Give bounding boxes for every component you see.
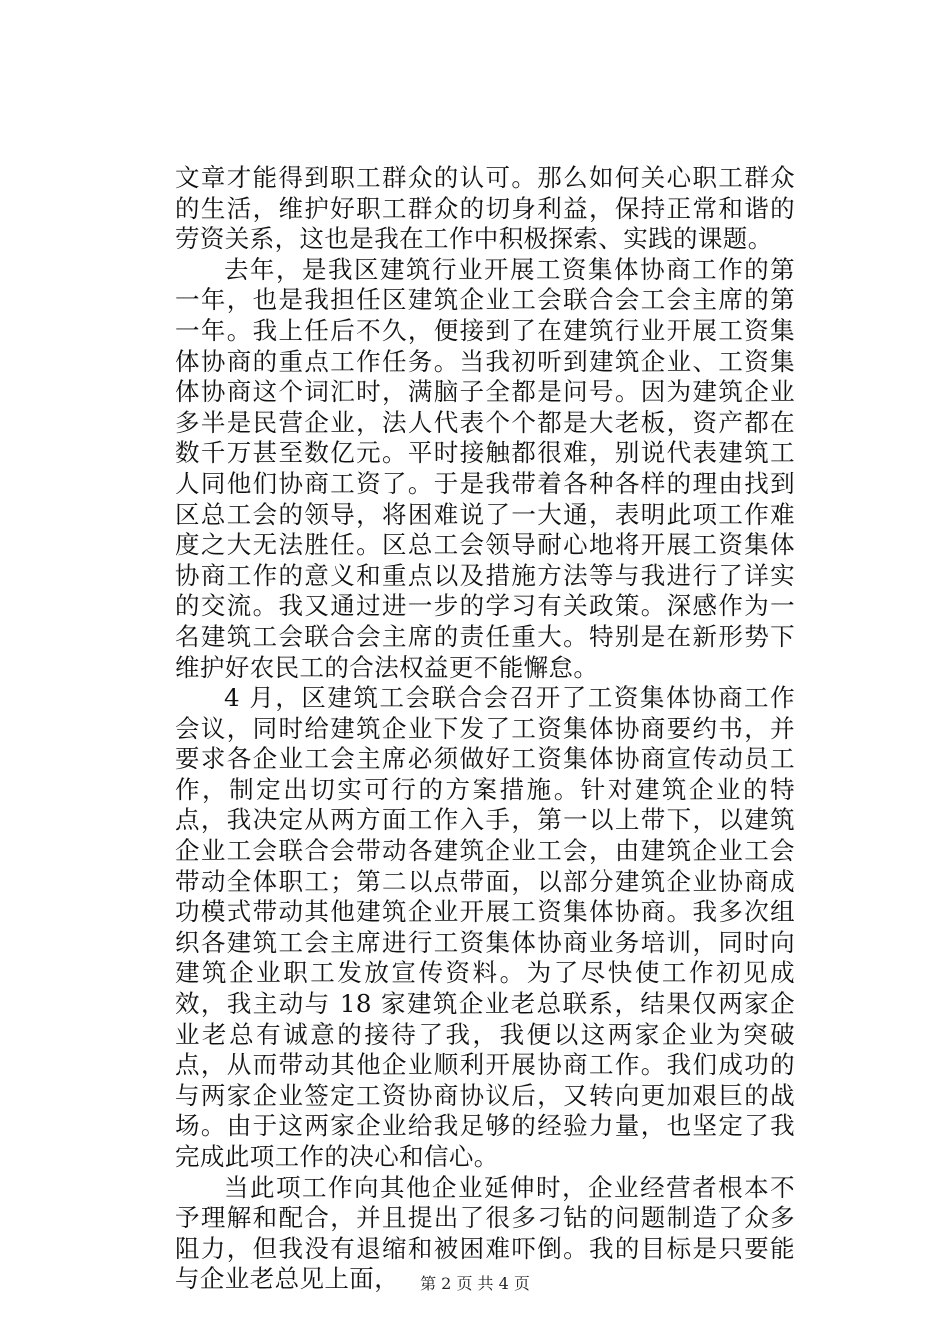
paragraph-3: 4 月，区建筑工会联合会召开了工资集体协商工作会议，同时给建筑企业下发了工资集体协商要约书，并要求各企业工会主席必须做好工资集体协商宣传动员工作，制定出切实可行的方案措施。针对建筑企业的特点，我决定从两方面工作入手，第一以上带下，以建筑企业工会联合会带动各建筑企业工会，由建筑企业工会带动全体职工；第二以点带面，以部分建筑企业协商成功模式带动其他建筑企业开展工资集体协商。我多次组织各建筑工会主席进行工资集体协商业务培训，同时向建筑企业职工发放宣传资料。为了尽快使工作初见成效，我主动与 18 家建筑企业老总联系，结果仅两家企业老总有诚意的接待了我，我便以这两家企业为突破点，从而带动其他企业顺利开展协商工作。我们成功的与两家企业签定工资协商协议后，又转向更加艰巨的战场。由于这两家企业给我足够的经验力量，也坚定了我完成此项工作的决心和信心。 (175, 683, 795, 1171)
paragraph-1: 文章才能得到职工群众的认可。那么如何关心职工群众的生活，维护好职工群众的切身利益，保持正常和谐的劳资关系，这也是我在工作中积极探索、实践的课题。 (175, 163, 795, 254)
paragraph-4: 当此项工作向其他企业延伸时，企业经营者根本不予理解和配合，并且提出了很多刁钻的问题制造了众多阻力，但我没有退缩和被困难吓倒。我的目标是只要能与企业老总见上面， (175, 1172, 795, 1294)
paragraph-2: 去年，是我区建筑行业开展工资集体协商工作的第一年，也是我担任区建筑企业工会联合会工会主席的第一年。我上任后不久，便接到了在建筑行业开展工资集体协商的重点工作任务。当我初听到建筑企业、工资集体协商这个词汇时，满脑子全都是问号。因为建筑企业多半是民营企业，法人代表个个都是大老板，资产都在数千万甚至数亿元。平时接触都很难，别说代表建筑工人同他们协商工资了。于是我带着各种各样的理由找到区总工会的领导，将困难说了一大通，表明此项工作难度之大无法胜任。区总工会领导耐心地将开展工资集体协商工作的意义和重点以及措施方法等与我进行了详实的交流。我又通过进一步的学习有关政策。深感作为一名建筑工会联合会主席的责任重大。特别是在新形势下维护好农民工的合法权益更不能懈怠。 (175, 254, 795, 682)
page-number-footer: 第 2 页 共 4 页 (420, 1274, 530, 1293)
document-body (175, 163, 795, 1295)
